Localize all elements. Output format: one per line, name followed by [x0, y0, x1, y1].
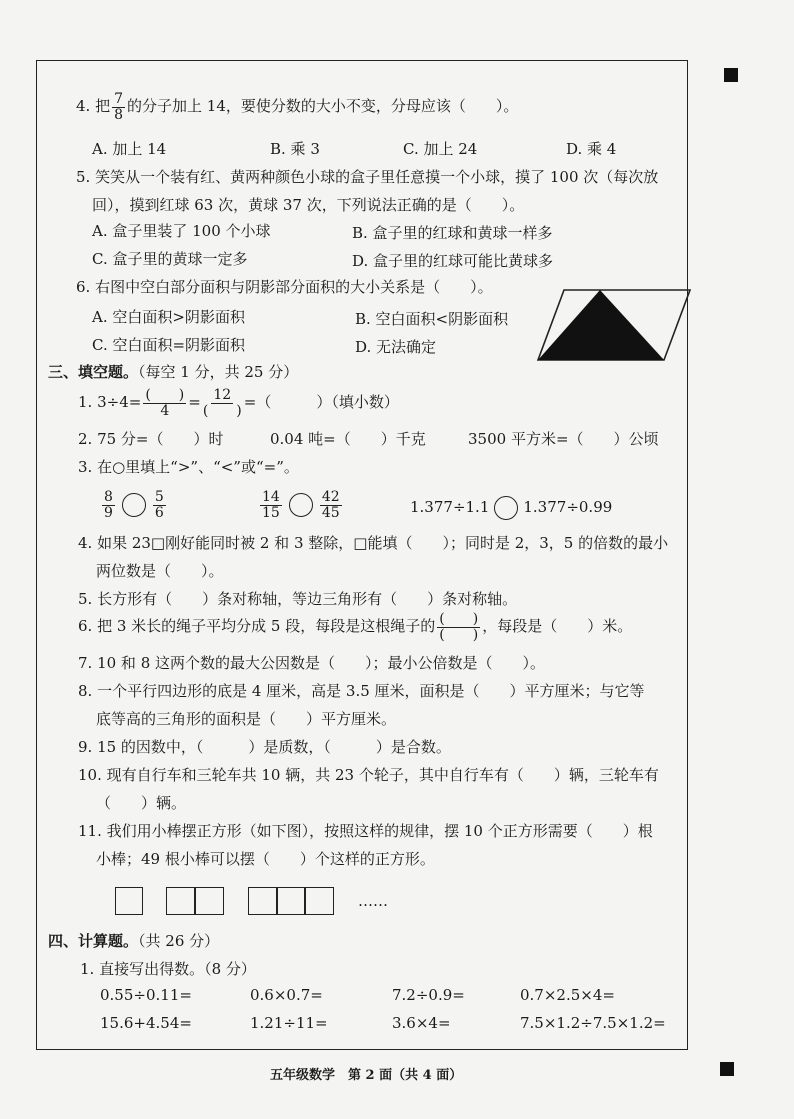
q4-pre: 4. 把 [76, 97, 111, 116]
f1-fraction-1 [143, 388, 186, 418]
f7-text: 7. 10 和 8 这两个数的最大公因数是（ ）；最小公倍数是（ ）。 [78, 654, 546, 672]
q5-option-a: A. 盒子里装了 100 个小球 [92, 222, 271, 240]
calc-item: 3.6×4= [392, 1014, 451, 1032]
q6-stem: 6. 右图中空白部分面积与阴影部分面积的大小关系是（ ）。 [76, 278, 493, 296]
f3-compare-1 [100, 490, 168, 520]
calc-item: 0.6×0.7= [250, 986, 323, 1004]
f6-fraction-denominator: ( ) [439, 626, 479, 643]
f3-c3-left: 1.377÷1.1 [410, 498, 490, 516]
q5-line1: 5. 笑笑从一个装有红、黄两种颜色小球的盒子里任意摸一个小球，摸了 100 次（每次放 [76, 168, 659, 186]
f1-fraction-2 [203, 388, 242, 418]
f4-line1: 4. 如果 23□刚好能同时被 2 和 3 整除，□能填（ ）；同时是 2，3，5 的倍数的最小 [78, 534, 669, 552]
f1-fraction-2-numerator: 12 [213, 387, 232, 403]
q5-option-c: C. 盒子里的黄球一定多 [92, 250, 248, 268]
section-4-title: 四、计算题。 [48, 932, 139, 950]
f6-fraction [437, 612, 480, 642]
q4-option-d: D. 乘 4 [566, 140, 617, 158]
f6-fraction-numerator: ( ) [439, 611, 479, 627]
shaded-triangle [538, 290, 664, 360]
f3-compare-2 [258, 490, 344, 520]
q4-option-c: C. 加上 24 [403, 140, 478, 158]
f1-fraction-1-numerator: ( ) [145, 387, 185, 403]
section-3-note: （每空 1 分，共 25 分） [138, 363, 299, 381]
compare-circle [122, 493, 146, 517]
f3-c1-left [102, 490, 115, 520]
divider [276, 887, 278, 915]
f1-expression: 1. 3÷4= [78, 393, 142, 412]
f1-fraction-1-denominator: 4 [160, 402, 170, 419]
divider [304, 887, 306, 915]
f3-c2-right-numerator: 42 [321, 489, 340, 505]
compare-circle [289, 493, 313, 517]
section-3-heading [48, 361, 298, 382]
q4-post: 的分子加上 14，要使分数的大小不变，分母应该（ ）。 [127, 97, 519, 116]
f3-c1-left-numerator: 8 [104, 489, 113, 505]
f3-c1-right-denominator: 6 [154, 504, 164, 521]
q6-option-d: D. 无法确定 [355, 338, 437, 356]
f8-line1: 8. 一个平行四边形的底是 4 厘米，高是 3.5 厘米，面积是（ ）平方厘米；与它等 [78, 682, 645, 700]
compare-circle [494, 496, 518, 520]
f3-c2-right [320, 490, 342, 520]
divider [194, 887, 196, 915]
f10-line1: 10. 现有自行车和三轮车共 10 辆，共 23 个轮子，其中自行车有（ ）辆，三轮车有 [78, 766, 659, 784]
calc-item: 1.21÷11= [250, 1014, 328, 1032]
square-group-3 [248, 887, 334, 915]
q4-fraction [112, 92, 125, 122]
corner-mark-bottom [720, 1062, 734, 1076]
q4-fraction-denominator: 8 [114, 106, 124, 123]
q6-option-a: A. 空白面积>阴影面积 [92, 308, 245, 326]
f3-stem: 3. 在○里填上“>”、“<”或“=”。 [78, 458, 299, 476]
f11-line1: 11. 我们用小棒摆正方形（如下图），按照这样的规律，摆 10 个正方形需要（ ）根 [78, 822, 653, 840]
q5-option-d: D. 盒子里的红球可能比黄球多 [352, 252, 554, 270]
f10-line2: （ ）辆。 [96, 794, 187, 812]
q4-option-b: B. 乘 3 [270, 140, 320, 158]
q6-option-b: B. 空白面积<阴影面积 [355, 310, 509, 328]
fill-1 [78, 388, 399, 418]
calc-1-stem: 1. 直接写出得数。（8 分） [80, 960, 256, 978]
f6-post: ，每段是（ ）米。 [482, 617, 633, 636]
q5-option-b: B. 盒子里的红球和黄球一样多 [352, 224, 553, 242]
f2-hectares: 3500 平方米=（ ）公顷 [468, 430, 659, 448]
f3-c1-left-denominator: 9 [104, 504, 113, 521]
fill-6 [78, 612, 632, 642]
calc-item: 0.55÷0.11= [100, 986, 192, 1004]
f3-compare-3 [410, 496, 612, 520]
calc-item: 0.7×2.5×4= [520, 986, 615, 1004]
f1-equals: = [188, 393, 201, 412]
question-4 [76, 92, 518, 122]
page-footer: 五年级数学 第 2 面（共 4 面） [270, 1068, 463, 1083]
q4-option-a: A. 加上 14 [92, 140, 167, 158]
square-group-1 [115, 887, 143, 915]
f2-hours: 2. 75 分=（ ）时 [78, 430, 224, 448]
f5-text: 5. 长方形有（ ）条对称轴，等边三角形有（ ）条对称轴。 [78, 590, 518, 608]
f4-line2: 两位数是（ ）。 [96, 562, 224, 580]
ellipsis: …… [358, 892, 388, 910]
calc-item: 7.2÷0.9= [392, 986, 465, 1004]
section-4-note: （共 26 分） [138, 932, 220, 950]
corner-mark-top [724, 68, 738, 82]
calc-item: 15.6+4.54= [100, 1014, 192, 1032]
f1-fraction-2-denominator: ( ) [202, 402, 242, 419]
f8-line2: 底等高的三角形的面积是（ ）平方厘米。 [96, 710, 397, 728]
f3-c1-right [153, 490, 166, 520]
calc-item: 7.5×1.2÷7.5×1.2= [520, 1014, 666, 1032]
f3-c2-left [260, 490, 282, 520]
f6-pre: 6. 把 3 米长的绳子平均分成 5 段，每段是这根绳子的 [78, 617, 436, 636]
f3-c2-right-denominator: 45 [321, 504, 340, 521]
f9-text: 9. 15 的因数中，（ ）是质数，（ ）是合数。 [78, 738, 451, 756]
f3-c3-right: 1.377÷0.99 [523, 498, 613, 516]
f3-c1-right-numerator: 5 [154, 489, 164, 505]
section-3-title: 三、填空题。 [48, 363, 139, 381]
section-4-heading [48, 930, 219, 951]
q4-fraction-numerator: 7 [114, 91, 124, 107]
f2-kilograms: 0.04 吨=（ ）千克 [270, 430, 426, 448]
parallelogram-figure [536, 288, 692, 362]
q5-line2: 回），摸到红球 63 次，黄球 37 次，下列说法正确的是（ ）。 [92, 196, 525, 214]
f1-tail: =（ ）（填小数） [243, 393, 399, 412]
f11-line2: 小棒；49 根小棒可以摆（ ）个这样的正方形。 [96, 850, 435, 868]
f3-c2-left-numerator: 14 [262, 489, 280, 505]
f3-c2-left-denominator: 15 [262, 504, 280, 521]
q6-option-c: C. 空白面积=阴影面积 [92, 336, 246, 354]
